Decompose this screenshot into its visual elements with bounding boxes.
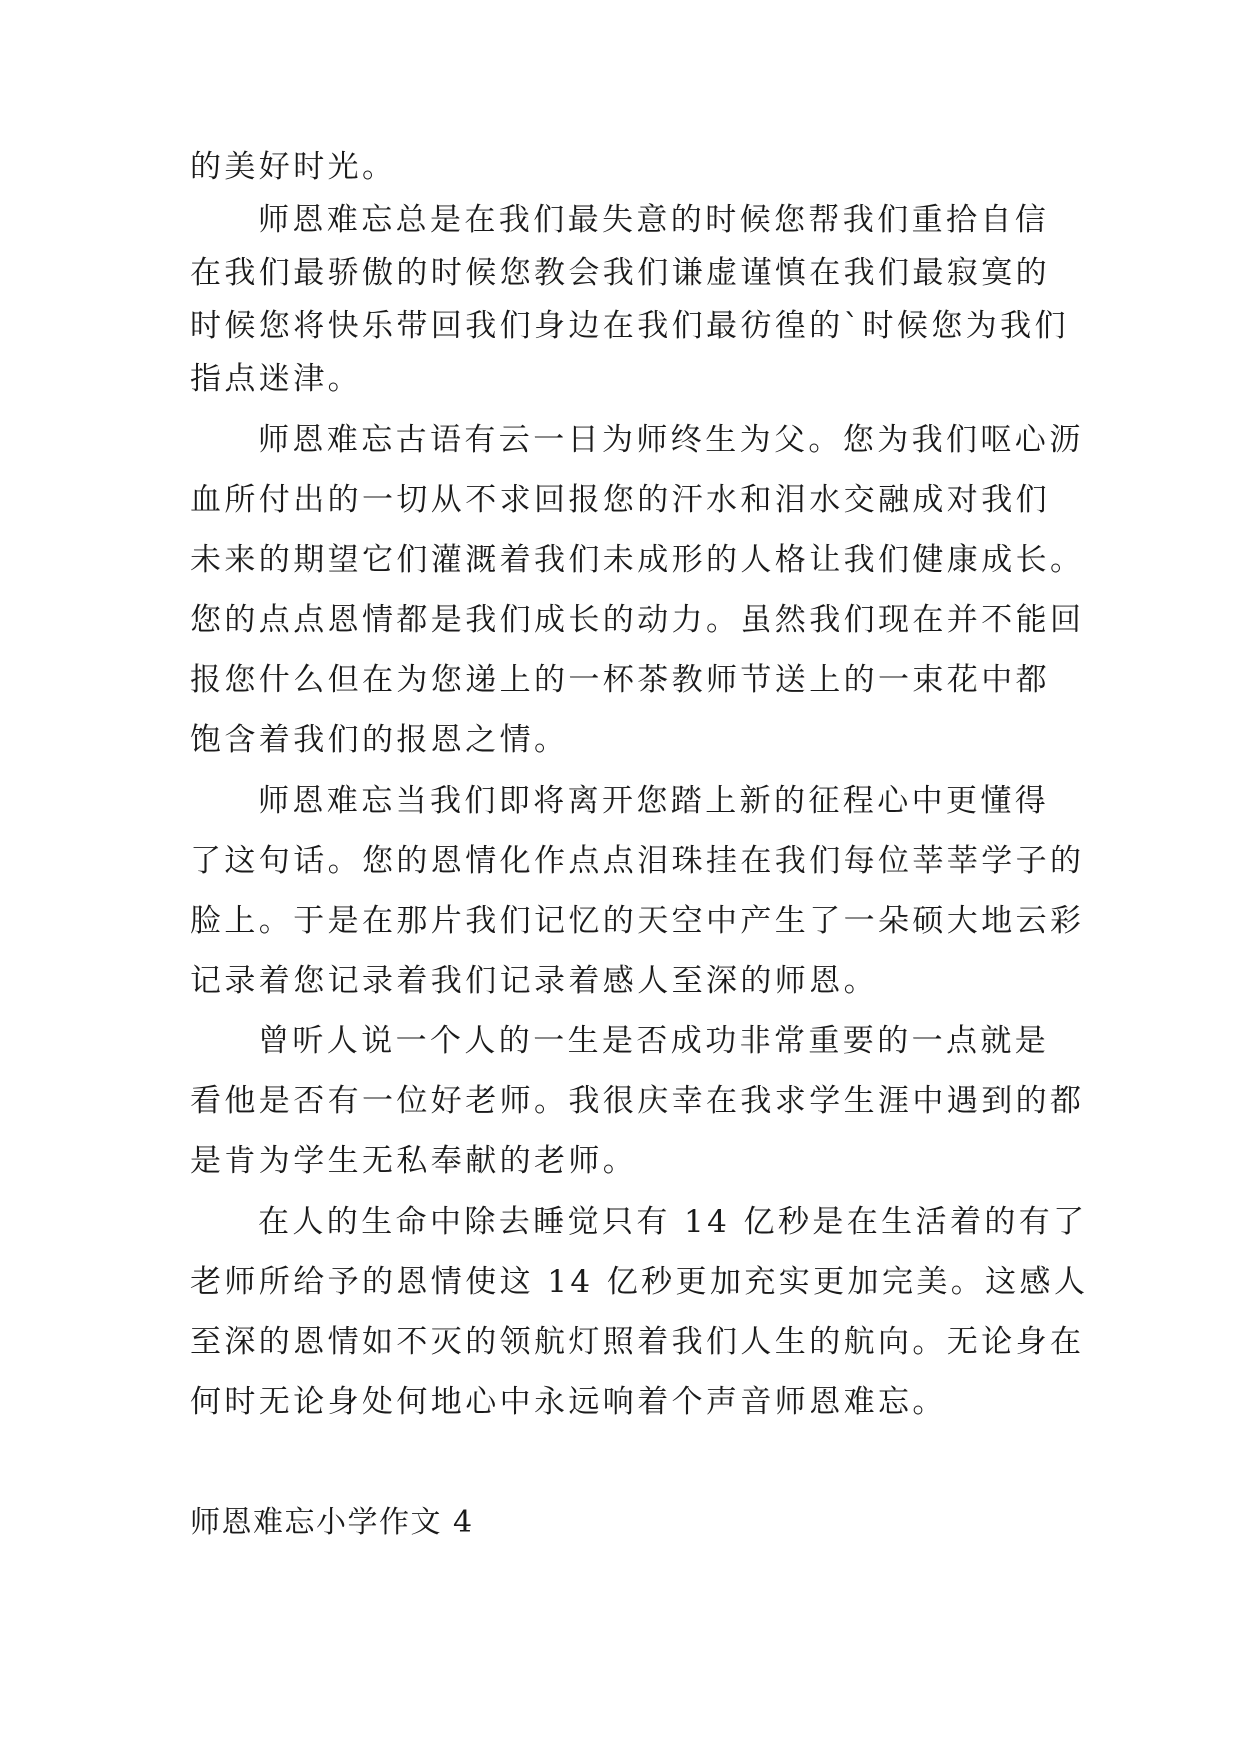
text-line: 老师所给予的恩情使这 14 亿秒更加充实更加完美。这感人 — [190, 1264, 1089, 1300]
text-line: 在我们最骄傲的时候您教会我们谦虚谨慎在我们最寂寞的 — [190, 255, 1050, 291]
text-line: 脸上。于是在那片我们记忆的天空中产生了一朵硕大地云彩 — [190, 903, 1085, 939]
paragraph-first-line: 师恩难忘当我们即将离开您踏上新的征程心中更懂得 — [258, 783, 1050, 819]
section-title: 师恩难忘小学作文 4 — [190, 1505, 474, 1540]
paragraph-first-line: 在人的生命中除去睡觉只有 14 亿秒是在生活着的有了 — [258, 1204, 1088, 1240]
text-line: 时候您将快乐带回我们身边在我们最彷徨的`时候您为我们 — [190, 308, 1069, 344]
text-line: 看他是否有一位好老师。我很庆幸在我求学生涯中遇到的都 — [190, 1083, 1085, 1119]
text-line: 血所付出的一切从不求回报您的汗水和泪水交融成对我们 — [190, 482, 1050, 518]
paragraph-first-line: 师恩难忘总是在我们最失意的时候您帮我们重拾自信 — [258, 202, 1050, 238]
text-line: 是肯为学生无私奉献的老师。 — [190, 1143, 638, 1179]
text-line: 指点迷津。 — [190, 361, 362, 397]
text-line: 未来的期望它们灌溉着我们未成形的人格让我们健康成长。 — [190, 542, 1085, 578]
text-line: 的美好时光。 — [190, 149, 397, 185]
text-line: 报您什么但在为您递上的一杯茶教师节送上的一束花中都 — [190, 662, 1050, 698]
text-line: 了这句话。您的恩情化作点点泪珠挂在我们每位莘莘学子的 — [190, 843, 1085, 879]
paragraph-first-line: 曾听人说一个人的一生是否成功非常重要的一点就是 — [258, 1023, 1050, 1059]
text-line: 记录着您记录着我们记录着感人至深的师恩。 — [190, 963, 878, 999]
text-line: 何时无论身处何地心中永远响着个声音师恩难忘。 — [190, 1384, 947, 1420]
text-line: 您的点点恩情都是我们成长的动力。虽然我们现在并不能回 — [190, 602, 1085, 638]
text-line: 饱含着我们的报恩之情。 — [190, 722, 569, 758]
text-line: 至深的恩情如不灭的领航灯照着我们人生的航向。无论身在 — [190, 1324, 1085, 1360]
paragraph-first-line: 师恩难忘古语有云一日为师终生为父。您为我们呕心沥 — [258, 422, 1084, 458]
